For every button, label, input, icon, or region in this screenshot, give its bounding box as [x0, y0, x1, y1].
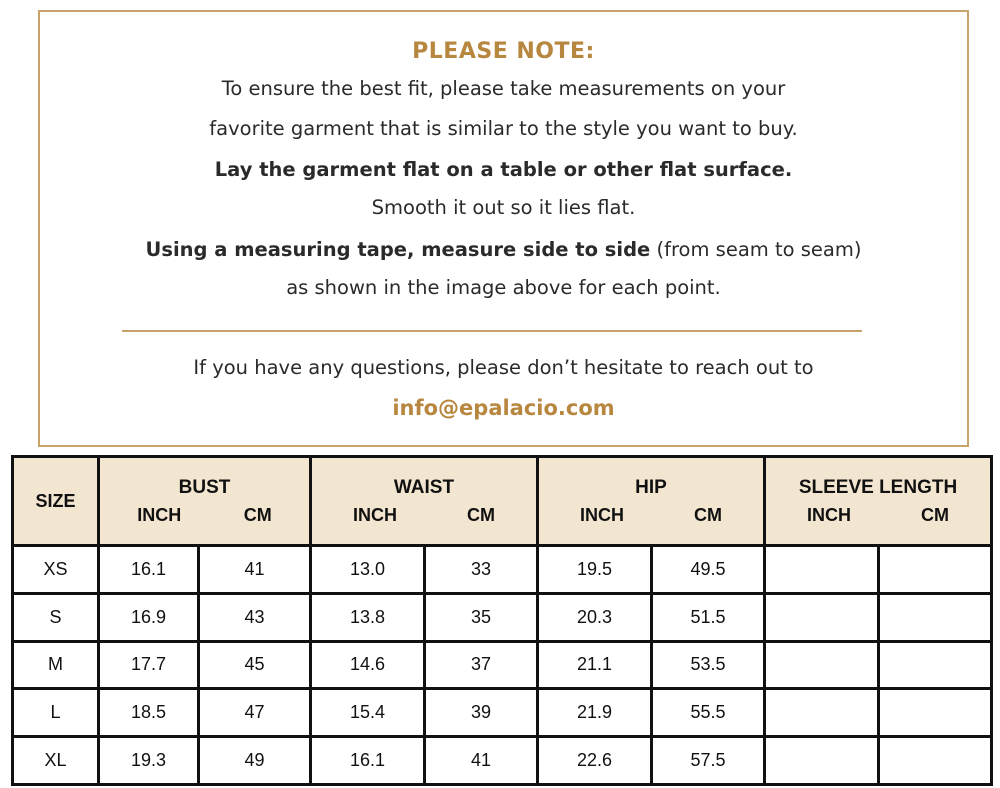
size-column-header: SIZE: [13, 457, 99, 546]
bust-inch-cell: 17.7: [99, 641, 199, 689]
bust-group-header: [99, 457, 311, 546]
note-line-4: Smooth it out so it lies flat.: [371, 196, 636, 219]
group-title: SLEEVE LENGTH: [798, 476, 958, 498]
note-line-5-bold: Using a measuring tape, measure side to side: [145, 238, 651, 261]
size-cell: XL: [13, 737, 99, 785]
bust-cm-cell: 49: [199, 737, 311, 785]
hip-inch-cell: 22.6: [538, 737, 652, 785]
sleeve-length-group-header: [765, 457, 992, 546]
size-chart-table: [11, 455, 993, 786]
waist-cm-cell: 39: [425, 689, 538, 737]
waist-inch-cell: 15.4: [311, 689, 425, 737]
unit-label: CM: [467, 504, 495, 525]
sleeve-cm-cell: [879, 689, 992, 737]
bust-inch-cell: 16.1: [99, 546, 199, 594]
bust-inch-cell: 18.5: [99, 689, 199, 737]
bust-cm-cell: 43: [199, 593, 311, 641]
sleeve-inch-cell: [765, 737, 879, 785]
waist-cm-cell: 33: [425, 546, 538, 594]
note-line-2: favorite garment that is similar to the style you want to buy.: [209, 117, 798, 140]
sleeve-inch-cell: [765, 689, 879, 737]
hip-cm-cell: 53.5: [652, 641, 765, 689]
note-line-5-rest: (from seam to seam): [650, 238, 862, 261]
waist-cm-cell: 37: [425, 641, 538, 689]
sleeve-inch-cell: [765, 593, 879, 641]
hip-cm-cell: 57.5: [652, 737, 765, 785]
sleeve-cm-cell: [879, 546, 992, 594]
note-line-6: as shown in the image above for each point.: [286, 276, 721, 299]
group-title: BUST: [178, 476, 231, 498]
unit-label: INCH: [137, 504, 182, 525]
hip-inch-cell: 20.3: [538, 593, 652, 641]
hip-inch-cell: 19.5: [538, 546, 652, 594]
waist-inch-cell: 13.0: [311, 546, 425, 594]
sleeve-cm-cell: [879, 593, 992, 641]
size-cell: M: [13, 641, 99, 689]
size-cell: S: [13, 593, 99, 641]
sleeve-inch-cell: [765, 641, 879, 689]
waist-group-header: [311, 457, 538, 546]
unit-label: CM: [921, 504, 949, 525]
hip-cm-cell: 55.5: [652, 689, 765, 737]
waist-inch-cell: 13.8: [311, 593, 425, 641]
measurement-note-card: [38, 10, 969, 447]
table-row: [13, 593, 992, 641]
bust-cm-cell: 45: [199, 641, 311, 689]
note-title: PLEASE NOTE:: [412, 39, 595, 64]
contact-email-link[interactable]: info@epalacio.com: [392, 396, 615, 420]
bust-cm-cell: 41: [199, 546, 311, 594]
size-cell: XS: [13, 546, 99, 594]
waist-cm-cell: 41: [425, 737, 538, 785]
hip-cm-cell: 49.5: [652, 546, 765, 594]
waist-inch-cell: 14.6: [311, 641, 425, 689]
unit-label: INCH: [807, 504, 851, 525]
sleeve-cm-cell: [879, 737, 992, 785]
note-line-3: Lay the garment flat on a table or other flat surface.: [214, 158, 793, 181]
bust-inch-cell: 16.9: [99, 593, 199, 641]
table-header-row: [13, 457, 992, 546]
waist-cm-cell: 35: [425, 593, 538, 641]
bust-inch-cell: 19.3: [99, 737, 199, 785]
sleeve-inch-cell: [765, 546, 879, 594]
table-row: [13, 546, 992, 594]
note-line-1: To ensure the best fit, please take measurements on your: [221, 77, 786, 100]
note-divider: [122, 330, 862, 332]
hip-inch-cell: 21.9: [538, 689, 652, 737]
table-row: [13, 641, 992, 689]
unit-label: INCH: [580, 504, 624, 525]
sleeve-cm-cell: [879, 641, 992, 689]
group-title: WAIST: [393, 476, 455, 498]
waist-inch-cell: 16.1: [311, 737, 425, 785]
contact-text: If you have any questions, please don’t hesitate to reach out to: [193, 356, 814, 379]
hip-cm-cell: 51.5: [652, 593, 765, 641]
note-line-5: [40, 238, 967, 261]
bust-cm-cell: 47: [199, 689, 311, 737]
unit-label: CM: [694, 504, 722, 525]
hip-inch-cell: 21.1: [538, 641, 652, 689]
table-row: [13, 737, 992, 785]
unit-label: INCH: [353, 504, 397, 525]
hip-group-header: [538, 457, 765, 546]
table-row: [13, 689, 992, 737]
unit-label: CM: [243, 504, 272, 525]
size-cell: L: [13, 689, 99, 737]
group-title: HIP: [635, 476, 667, 498]
